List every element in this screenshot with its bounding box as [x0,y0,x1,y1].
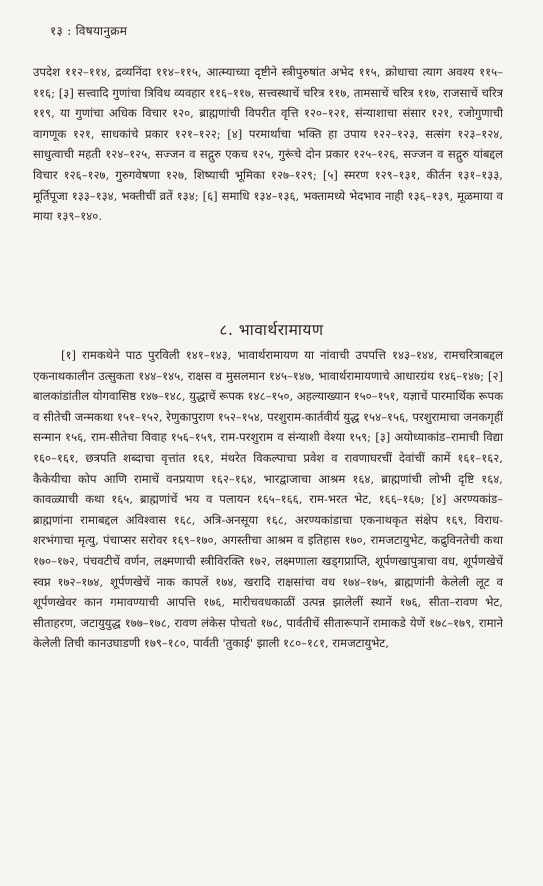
section-8-text: [१] रामकथेने पाठ पुरविली १४१–१४३, भावार्थरामायण या नांवाची उपपत्ति १४३–१४४, रामचरित्राबद्दल एकनाथकालीन उत्सुकता १४४–१४५, राक्षस व मुसलमान १४५–१४७, भावार्थरामायणाचे आधारग्रंथ १४६–१४७; [२] बालकांडांतील योगवासिष्ठ १४७–१४८, युद्धाचें रूपक १४८–१५०, अहल्याख्यान १५०–१५१, यज्ञाचें पारमार्थिक रूपक व सीतेची जन्मकथा १५१–१५२, रेणुकापुराण १५२–१५४, परशुराम-कार्तवीर्य युद्ध १५४–१५६, परशुरामाचा जनकगृहीं सन्मान १५६, राम-सीतेचा विवाह १५६–१५९, राम-परशुराम व संन्याशी वेश्या १५९; [३] अयोध्याकांड–रामाची विद्या १६०–१६१, छत्रपति शब्दाचा वृत्तांत १६१, मंथरेत विकल्पाचा प्रवेश व रावणाघरचीं देवांचीं कामें १६१–१६२, कैकेयीचा कोप आणि रामाचें वनप्रयाण १६२–१६४, भारद्वाजाचा आश्रम १६४, ब्राह्मणांची लोभी दृष्टि १६४, कावळ्याची कथा १६५, ब्राह्मणांचें भय व पलायन १६५–१६६, राम-भरत भेट, १६६–१६७; [४] अरण्यकांड–ब्राह्मणांना रामाबद्दल अविश्वास १६८, अत्रि-अनसूया १६८, अरण्यकांडाचा एकनाथकृत संक्षेप १६९, विराध-शरभंगाचा मृत्यु, पंचाप्सर सरोवर १६९–१७०, अगस्तीचा आश्रम व इतिहास १७०, रामजटायुभेट, कद्रुविनतेची कथा १७०–१७२, पंचवटीचें वर्णन, लक्ष्मणाची स्त्रीविरक्ति १७२, लक्ष्मणाला खड्गप्राप्ति, शूर्पणखापुत्राचा वध, शूर्पणखेचें स्वप्न १७२–१७४, शूर्पणखेचें नाक कापलें १७४, खरादि राक्षसांचा वध १७४–१७५, ब्राह्मणांनी केलेली लूट व शूर्पणखेवर कान गमावण्याची आपत्ति १७६, मारीचवधकाळीं उत्पन्न झालेलीं स्थानें १७६, सीता–रावण भेट, सीताहरण, जटायुयुद्ध १७७–१७८, रावण लंकेस पोचतो १७८, पार्वतीचें सीतारूपानें रामाकडे येणें १७८–१७९, रामाने केलेली तिची कानउघाडणी १७९–१८०, पार्वती 'तुकाई' झाली १८०–१८१, रामजटायुभेट, [33,348,503,651]
section-8-title: ८. भावार्थरामायण [219,321,324,339]
section-7-continuation [33,62,503,227]
section-8-body [33,345,503,654]
section-7-text: उपदेश ११२–११४, द्रव्यनिंदा ११४–११५, आत्म्याच्या दृष्टीने स्त्रीपुरुषांत अभेद ११५, क्रोधाचा त्याग अवश्य ११५–११६; [३] सत्त्वादि गुणांचा त्रिविध व्यवहार ११६–११७, सत्त्वस्थाचें चरित्र ११७, तामसाचें चरित्र ११७, राजसाचें चरित्र ११९, या गुणांचा अधिक विचार १२०, ब्राह्मणांची विपरीत वृत्ति १२०–१२१, संन्याशाचा संसार १२१, रजोगुणाची वागणूक १२१, साधकांचे प्रकार १२१–१२२; [४] परमार्थाचा भक्ति हा उपाय १२२–१२३, सत्संग १२३–१२४, साधुत्वाची महती १२४–१२५, सज्जन व सद्गुरु एकच १२५, गुरूंचे दोन प्रकार १२५–१२६, सज्जन व सद्गुरु यांबद्दल विचार १२६–१२७, गुरुगवेषणा १२७, शिष्याची भूमिका १२७–१२९; [५] स्मरण १२९–१३१, कीर्तन १३१–१३३, मूर्तिपूजा १३३–१३४, भक्तीचीं व्रतें १३४; [६] समाधि १३४–१३६, भक्तामध्ये भेदभाव नाही १३६–१३९, मूळमाया व माया १३९–१४०. [33,65,503,224]
running-head: १३ : विषयानुक्रम [50,24,128,38]
